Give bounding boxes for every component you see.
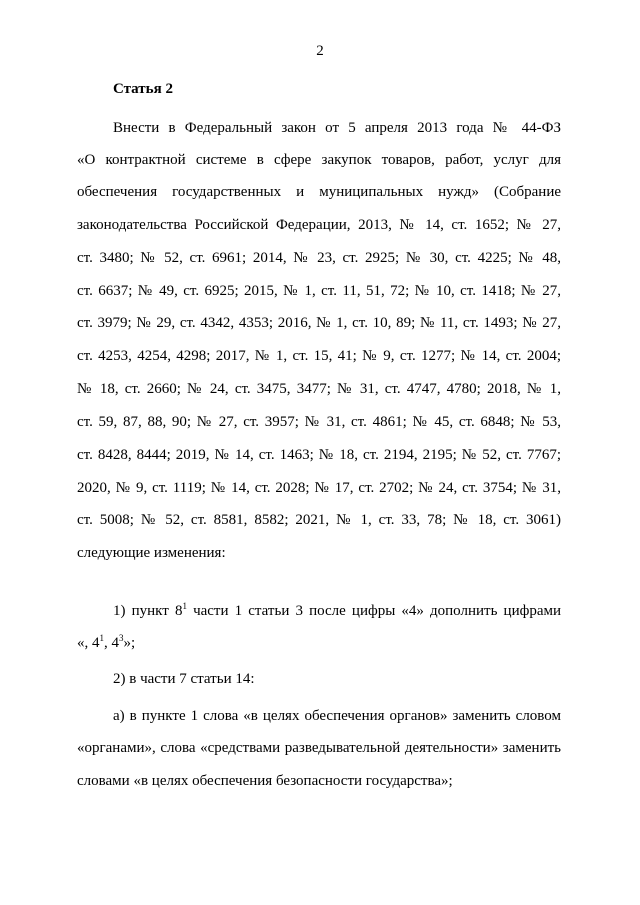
item1-text-d: , 4 [104,635,119,651]
item1-superscript: 1 [182,601,187,611]
body-line: следующие изменения: [77,545,226,561]
body-line: 2020, № 9, ст. 1119; № 14, ст. 2028; № 17, ст. 2702; № 24, ст. 3754; № 31, [77,480,561,496]
list-item-2a-line: словами «в целях обеспечения безопасности государства»; [77,773,453,789]
body-line: законодательства Российской Федерации, 2013, № 14, ст. 1652; № 27, [77,217,561,233]
body-line: обеспечения государственных и муниципальных нужд» (Собрание [77,184,561,200]
body-line: ст. 4253, 4254, 4298; 2017, № 1, ст. 15, 41; № 9, ст. 1277; № 14, ст. 2004; [77,348,561,364]
body-line: ст. 59, 87, 88, 90; № 27, ст. 3957; № 31, ст. 4861; № 45, ст. 6848; № 53, [77,414,561,430]
body-line: ст. 3480; № 52, ст. 6961; 2014, № 23, ст. 2925; № 30, ст. 4225; № 48, [77,250,561,266]
item1-text-c: «, 4 [77,635,100,651]
item1-superscript: 3 [119,633,124,643]
article-heading: Статья 2 [113,81,173,97]
body-line: Внести в Федеральный закон от 5 апреля 2013 года № 44-ФЗ [113,120,561,136]
body-line: ст. 6637; № 49, ст. 6925; 2015, № 1, ст. 11, 51, 72; № 10, ст. 1418; № 27, [77,283,561,299]
list-item-1-line-2 [77,634,561,652]
list-item-2a-line: «органами», слова «средствами разведывательной деятельности» заменить [77,740,561,756]
list-item-2: 2) в части 7 статьи 14: [113,671,255,687]
item1-text-e: »; [123,635,136,651]
page-number: 2 [316,43,324,59]
body-line: «О контрактной системе в сфере закупок товаров, работ, услуг для [77,152,561,168]
item1-text-b: части 1 статьи 3 после цифры «4» дополнить цифрами [186,603,561,619]
body-line: № 18, ст. 2660; № 24, ст. 3475, 3477; № 31, ст. 4747, 4780; 2018, № 1, [77,381,561,397]
item1-superscript: 1 [99,633,104,643]
list-item-1-line-1 [113,602,561,620]
body-line: ст. 3979; № 29, ст. 4342, 4353; 2016, № 1, ст. 10, 89; № 11, ст. 1493; № 27, [77,315,561,331]
body-line: ст. 8428, 8444; 2019, № 14, ст. 1463; № 18, ст. 2194, 2195; № 52, ст. 7767; [77,447,561,463]
list-item-2a-line: а) в пункте 1 слова «в целях обеспечения органов» заменить словом [113,708,561,724]
body-line: ст. 5008; № 52, ст. 8581, 8582; 2021, № 1, ст. 33, 78; № 18, ст. 3061) [77,512,561,528]
item1-text-a: 1) пункт 8 [113,603,183,619]
